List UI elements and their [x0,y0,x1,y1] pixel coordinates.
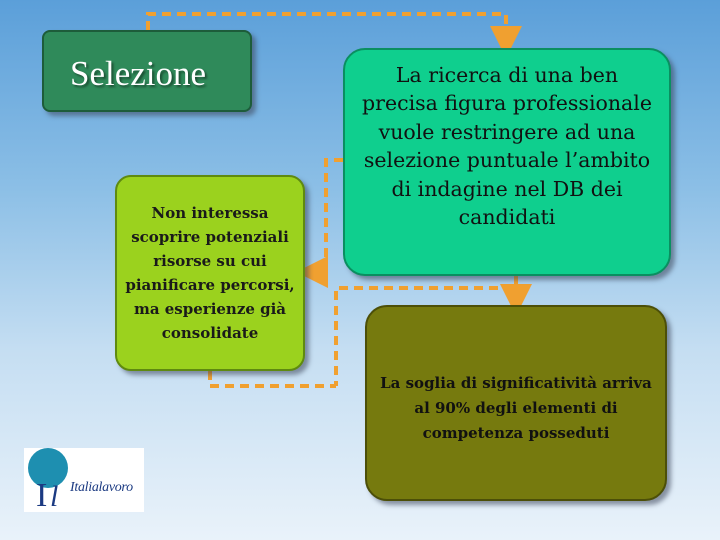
top-right-box-text: La ricerca di una ben precisa figura professionale vuole restringere ad una selezione puntuale l’ambito di indagine nel DB dei candidati [362,62,652,229]
connector-top-right-to-left [312,160,343,272]
title-box [42,30,252,112]
bottom-right-box-text: La soglia di significatività arriva al 90% degli elementi di competenza posseduti [380,374,652,442]
left-info-box [115,175,305,371]
svg-text:l: l [50,480,59,512]
left-box-text: Non interessa scoprire potenziali risorse su cui pianificare percorsi, ma esperienze già consolidate [125,204,295,342]
svg-text:I: I [36,477,48,512]
logo-wordmark: Italialavoro [70,480,133,495]
connector-left-bottom [210,371,336,386]
top-right-info-box [343,48,671,276]
bottom-right-info-box [365,305,667,501]
slide-title: Selezione [70,54,207,93]
